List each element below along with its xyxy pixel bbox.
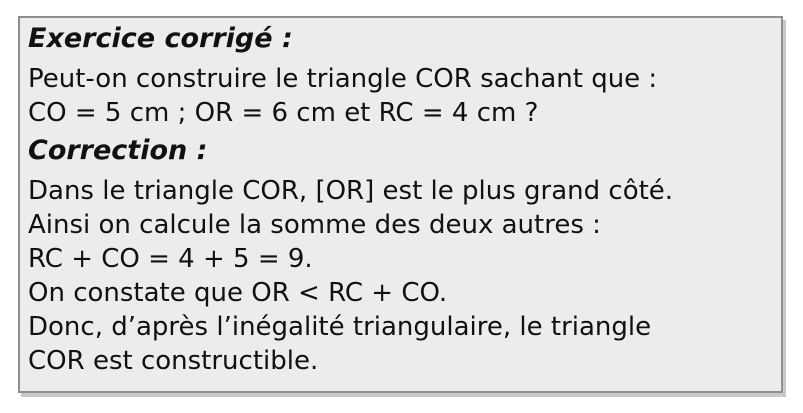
- exercise-statement: [28, 62, 771, 130]
- statement-line: Peut-on construire le triangle COR sachant que :: [28, 64, 658, 94]
- correction-line: Ainsi on calcule la somme des deux autres :: [28, 210, 601, 240]
- correction-line: Dans le triangle COR, [OR] est le plus grand côté.: [28, 176, 674, 206]
- correction-line: On constate que OR < RC + CO.: [28, 278, 448, 308]
- correction-line: RC + CO = 4 + 5 = 9.: [28, 244, 313, 274]
- statement-line: CO = 5 cm ; OR = 6 cm et RC = 4 cm ?: [28, 98, 539, 128]
- correction-line: COR est constructible.: [28, 346, 319, 376]
- exercise-title: Exercice corrigé :: [28, 23, 293, 54]
- correction-title: Correction :: [28, 135, 208, 166]
- correction-body: [28, 174, 771, 378]
- exercise-box: [18, 16, 783, 393]
- correction-line: Donc, d’après l’inégalité triangulaire, le triangle: [28, 312, 652, 342]
